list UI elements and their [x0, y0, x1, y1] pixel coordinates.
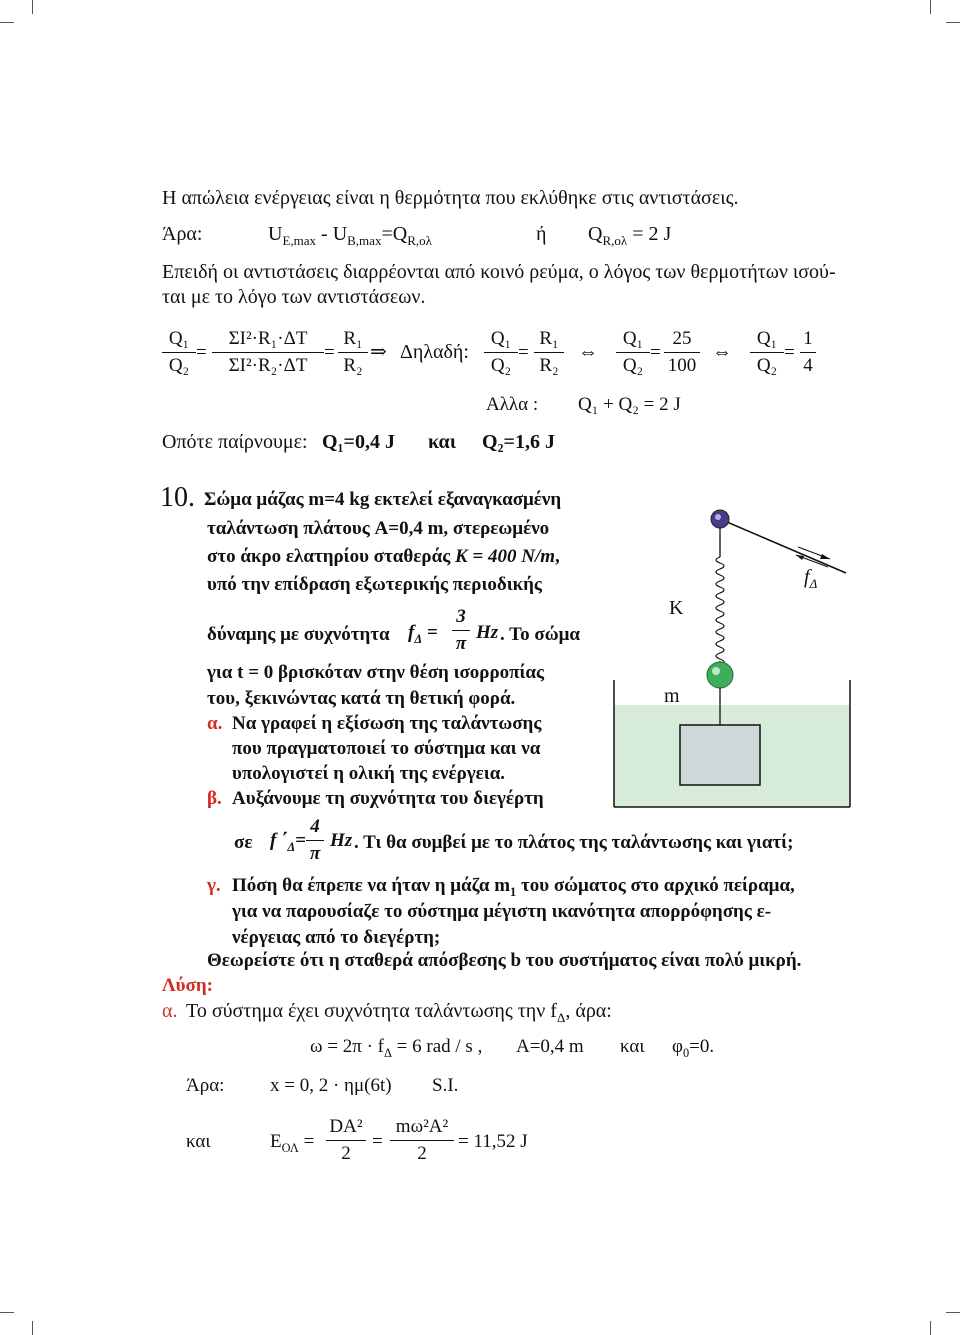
force-label: $f_\Delta$	[804, 566, 818, 591]
problem-line-1: Σώμα μάζας m=4 kg εκτελεί εξαναγκασμένη	[204, 489, 562, 510]
solution-kai-2: και	[186, 1131, 211, 1152]
spring-coils	[716, 557, 724, 665]
freq-unit: Hz	[476, 622, 499, 643]
solution-kai-1: και	[620, 1036, 645, 1057]
equals-5: =	[784, 342, 795, 363]
freq-text: δύναμης με συχνότητα	[207, 624, 390, 645]
mass-ball-highlight	[712, 667, 720, 675]
crop-mark-br-h	[946, 1312, 960, 1313]
frac-25-100: 25 100	[664, 328, 700, 377]
energy-equals: =	[372, 1131, 383, 1152]
iff-arrow-1: ⇔	[578, 341, 598, 363]
equals-2: =	[324, 342, 335, 363]
phase-value: $\varphi_0=0$.	[672, 1036, 715, 1060]
crop-mark-bl-h	[0, 1312, 14, 1313]
iff-arrow-2: ⇔	[712, 341, 732, 363]
problem-line-5: για t = 0 βρισκόταν στην θέση ισορροπίας	[207, 662, 545, 683]
frac-q1-q2-a: Q₁ Q₂	[162, 328, 196, 377]
force-arrowhead-2	[796, 555, 804, 560]
intro-line-4: ται με το λόγο των αντιστάσεων.	[162, 286, 426, 308]
solution-a-text: Το σύστημα έχει συχνότητα ταλάντωσης την $f_\Delta$, άρα:	[186, 1000, 612, 1025]
result-label: Οπότε παίρνουμε:	[162, 431, 308, 453]
amplitude-value: A=0,4 m	[516, 1036, 584, 1057]
displacement-equation: x = 0, 2 · ημ(6t)	[270, 1075, 392, 1096]
freq-symbol: $f_\Delta$ =	[408, 622, 438, 646]
forced-oscillation-figure	[610, 495, 860, 820]
spring-label: K	[669, 597, 684, 619]
damping-block	[680, 725, 760, 785]
pivot-highlight	[715, 514, 721, 520]
equals-4: =	[650, 342, 661, 363]
freq-after: . Το σώμα	[500, 624, 580, 645]
question-b2-symbol: f $΄_\Delta=$	[270, 830, 306, 854]
question-b-line-1: Αυξάνουμε τη συχνότητα του διεγέρτη	[232, 788, 544, 809]
mass-label: m	[664, 685, 680, 707]
implies-arrow: ⇒	[370, 341, 387, 363]
question-a-line-2: που πραγματοποιεί το σύστημα και να	[232, 738, 541, 759]
question-b2-prefix: σε	[234, 832, 253, 853]
consider-note: Θεωρείστε ότι η σταθερά απόσβεσης b του συστήματος είναι πολύ μικρή.	[207, 950, 802, 971]
question-c-line-3: νέργειας από το διεγέρτη;	[232, 927, 441, 948]
frac-q1-q2-b: Q₁ Q₂	[484, 328, 518, 377]
force-arrowhead-1	[820, 554, 830, 559]
problem-number: 10.	[160, 482, 195, 513]
energy-result: = 11,52 J	[458, 1131, 528, 1152]
mass-ball	[707, 662, 733, 688]
frac-1-4: 1 4	[800, 328, 816, 377]
solution-a-label: α.	[162, 1000, 178, 1022]
crop-mark-tl-h	[0, 22, 14, 23]
energy-fraction-2: mω²A² 2	[390, 1116, 454, 1165]
equals-1: =	[196, 342, 207, 363]
freq-fraction: 3 π	[452, 606, 470, 655]
frac-q1-q2-c: Q₁ Q₂	[616, 328, 650, 377]
q-total: $Q_{R,o\lambda} = 2$ J	[588, 223, 672, 248]
energy-fraction-1: DA² 2	[326, 1116, 366, 1165]
energy-label: $E_{O\Lambda}$ =	[270, 1131, 315, 1155]
alla-label: Αλλα :	[486, 394, 539, 415]
si-units: S.I.	[432, 1075, 459, 1096]
energy-equation: $U_{E,max} - U_{B,max}=Q_{R,o\lambda}$	[268, 223, 432, 248]
intro-line-1: Η απώλεια ενέργειας είναι η θερμότητα που εκλύθηκε στις αντιστάσεις.	[162, 187, 739, 209]
crop-mark-tr	[930, 0, 931, 14]
omega-equation: $\omega = 2\pi \cdot f_\Delta = 6$ rad / s ,	[310, 1036, 483, 1060]
question-b2-after: . Τι θα συμβεί με το πλάτος της ταλάντωσης και γιατί;	[354, 832, 794, 853]
frac-q1-q2-d: Q₁ Q₂	[750, 328, 784, 377]
question-c-line-1: Πόση θα έπρεπε να ήταν η μάζα $m_1$ του σώματος στο αρχικό πείραμα,	[232, 875, 795, 899]
question-b2-unit: Hz	[330, 830, 353, 851]
question-a-line-3: υπολογιστεί η ολική της ενέργεια.	[232, 763, 506, 784]
question-a-line-1: Να γραφεί η εξίσωση της ταλάντωσης	[232, 713, 542, 734]
question-c-label: γ.	[207, 875, 221, 896]
frac-r1-r2-b: R₁ R₂	[534, 328, 564, 377]
result-q2: Q₂=1,6 J	[482, 431, 555, 453]
ara-label: Άρα:	[162, 223, 203, 245]
result-q1: Q₁=0,4 J	[322, 431, 395, 453]
solution-ara-label: Άρα:	[186, 1075, 225, 1096]
crop-mark-br	[930, 1321, 931, 1335]
frac-joule: ΣI²·R₁·ΔT ΣI²·R₂·ΔT	[212, 328, 324, 377]
intro-line-3: Επειδή οι αντιστάσεις διαρρέονται από κοινό ρεύμα, ο λόγος των θερμοτήτων ισού-	[162, 261, 836, 283]
or-word: ή	[536, 223, 547, 245]
equals-3: =	[518, 342, 529, 363]
solution-title: Λύση:	[162, 975, 213, 996]
problem-line-4: υπό την επίδραση εξωτερικής περιοδικής	[207, 574, 542, 595]
question-c-line-2: για να παρουσίαζε το σύστημα μέγιστη ικανότητα απορρόφησης ε-	[232, 901, 772, 922]
problem-line-3: στο άκρο ελατηρίου σταθεράς K = 400 N/m,	[207, 546, 560, 567]
dilady-label: Δηλαδή:	[400, 341, 469, 363]
question-b-label: β.	[207, 788, 222, 809]
result-kai: και	[428, 431, 456, 453]
alla-equation: Q₁ + Q₂ = 2 J	[578, 394, 681, 415]
crop-mark-tl	[32, 0, 33, 14]
crop-mark-bl	[32, 1321, 33, 1335]
problem-line-6: του, ξεκινώντας κατά τη θετική φορά.	[207, 688, 516, 709]
question-b2-fraction: 4 π	[306, 816, 324, 865]
frac-r1-r2-a: R₁ R₂	[338, 328, 368, 377]
driver-rod	[720, 519, 846, 573]
question-a-label: α.	[207, 713, 223, 734]
problem-line-2: ταλάντωση πλάτους A=0,4 m, στερεωμένο	[207, 518, 550, 539]
crop-mark-tr-h	[946, 22, 960, 23]
